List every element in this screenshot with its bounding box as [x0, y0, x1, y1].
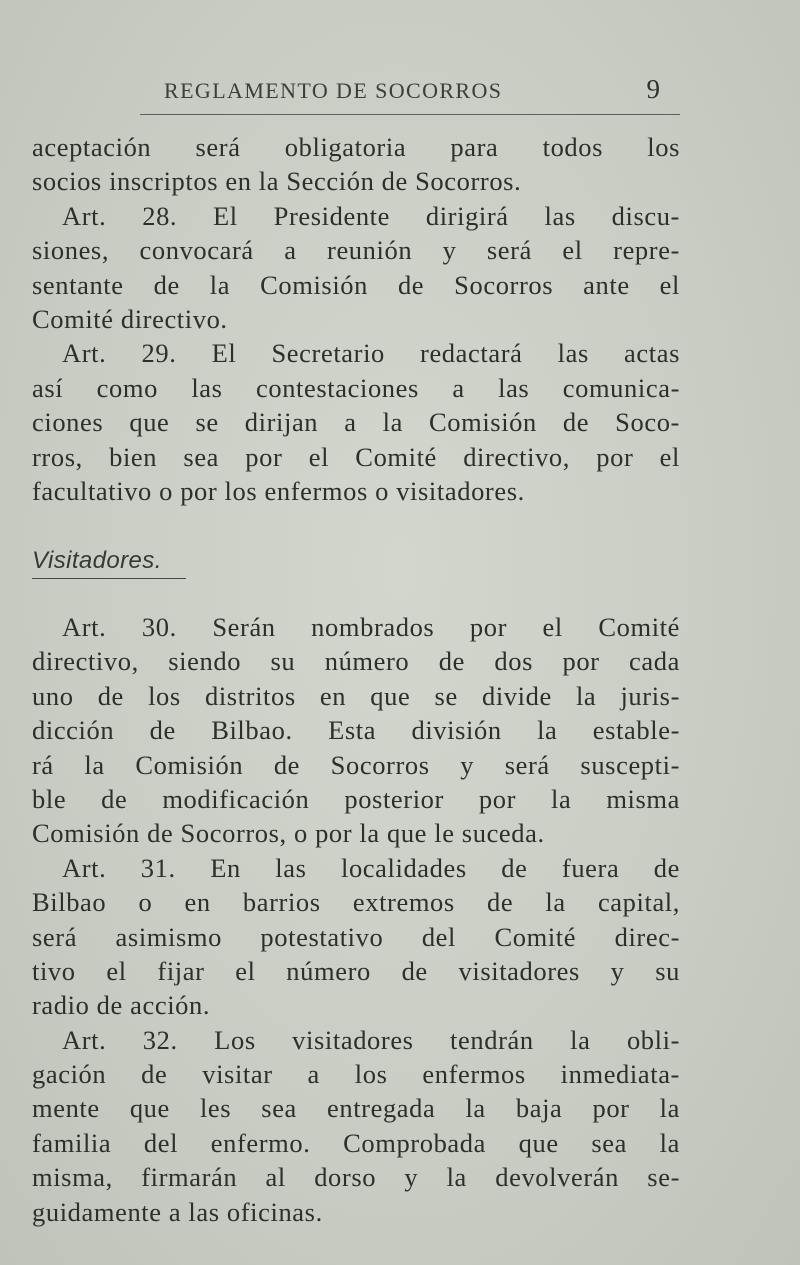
text-line: ble de modificación posterior por la misma: [32, 783, 680, 814]
section-heading: Visitadores.: [32, 547, 162, 574]
text-line: Art. 31. En las localidades de fuera de: [62, 852, 680, 883]
running-title: REGLAMENTO DE SOCORROS: [164, 78, 503, 103]
text-line: Art. 28. El Presidente dirigirá las discu-: [62, 200, 680, 231]
body-text-bottom: [32, 610, 680, 1229]
text-line: radio de acción.: [32, 990, 211, 1021]
text-line: rros, bien sea por el Comité directivo, por el: [32, 441, 680, 472]
text-line: aceptación será obligatoria para todos los: [32, 132, 680, 162]
text-line: Art. 32. Los visitadores tendrán la obli-: [62, 1024, 680, 1055]
text-line: socios inscriptos en la Sección de Socorros.: [32, 166, 522, 197]
text-line: Art. 30. Serán nombrados por el Comité: [62, 612, 680, 642]
text-line: Bilbao o en barrios extremos de la capital,: [32, 887, 680, 918]
text-line: familia del enfermo. Comprobada que sea la: [32, 1127, 680, 1158]
text-line: directivo, siendo su número de dos por cada: [32, 646, 680, 677]
text-line: sentante de la Comisión de Socorros ante el: [32, 269, 680, 300]
text-line: ciones que se dirijan a la Comisión de Soco-: [32, 407, 680, 438]
text-line: Comisión de Socorros, o por la que le suceda.: [32, 818, 545, 849]
text-line: así como las contestaciones a las comunica-: [32, 372, 680, 403]
text-line: guidamente a las oficinas.: [32, 1196, 323, 1227]
page-header: [140, 74, 680, 115]
text-line: uno de los distritos en que se divide la juris-: [32, 680, 680, 711]
text-line: Comité directivo.: [32, 303, 228, 334]
text-line: rá la Comisión de Socorros y será suscepti-: [32, 749, 680, 780]
text-line: tivo el fijar el número de visitadores y su: [32, 955, 680, 986]
text-line: será asimismo potestativo del Comité direc-: [32, 921, 680, 952]
text-line: misma, firmarán al dorso y la devolverán se-: [32, 1162, 680, 1193]
text-line: siones, convocará a reunión y será el repre-: [32, 235, 680, 266]
text-line: gación de visitar a los enfermos inmediata-: [32, 1059, 680, 1090]
text-line: dicción de Bilbao. Esta división la estable-: [32, 715, 680, 746]
text-line: Art. 29. El Secretario redactará las actas: [62, 338, 680, 369]
text-line: facultativo o por los enfermos o visitadores.: [32, 475, 525, 506]
page-number: 9: [646, 74, 660, 104]
text-line: mente que les sea entregada la baja por la: [32, 1093, 680, 1124]
section-heading-underline: [32, 578, 186, 579]
body-text-top: [32, 130, 680, 508]
